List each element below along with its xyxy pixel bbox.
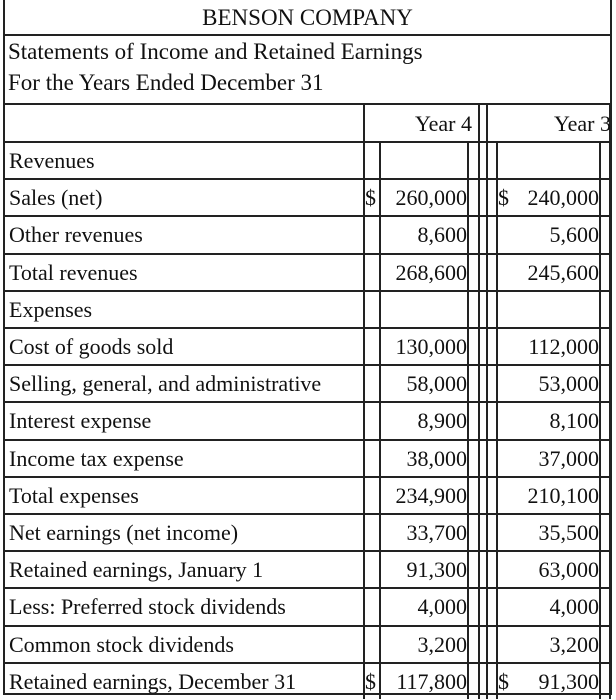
value-year-3: 53,000	[538, 371, 599, 396]
value-year-3: 35,500	[538, 520, 599, 545]
row-label: Selling, general, and administrative	[9, 371, 322, 396]
column-header-year-4: Year 4	[414, 111, 472, 136]
value-year-3: 3,200	[549, 632, 599, 657]
row-label: Less: Preferred stock dividends	[9, 594, 286, 619]
statement-title: Statements of Income and Retained Earnings	[8, 39, 423, 64]
company-title: BENSON COMPANY	[3, 0, 612, 36]
row-label: Common stock dividends	[9, 632, 234, 657]
value-year-4: 117,800	[396, 669, 467, 694]
value-year-4: 38,000	[406, 446, 467, 471]
column-rule	[609, 103, 611, 699]
row-label: Other revenues	[9, 222, 143, 247]
row-label: Net earnings (net income)	[9, 520, 239, 545]
value-year-4: 3,200	[417, 632, 467, 657]
value-year-3: 63,000	[538, 557, 599, 582]
row-label: Expenses	[9, 297, 93, 322]
statement-heading	[8, 36, 568, 98]
row-label: Total expenses	[9, 483, 139, 508]
row-label: Total revenues	[9, 260, 138, 285]
value-year-4: 58,000	[406, 371, 467, 396]
value-year-4: 260,000	[395, 185, 467, 210]
value-year-4: 234,900	[395, 483, 467, 508]
column-rule	[379, 141, 381, 699]
value-year-4: 8,600	[417, 222, 467, 247]
value-year-4: 130,000	[395, 334, 467, 359]
row-label: Revenues	[9, 148, 95, 173]
value-year-3: 210,100	[527, 483, 599, 508]
row-label: Income tax expense	[9, 446, 184, 471]
row-label: Retained earnings, January 1	[9, 557, 264, 582]
value-year-4: 8,900	[417, 408, 467, 433]
value-year-4: 91,300	[406, 557, 467, 582]
value-year-4: 33,700	[406, 520, 467, 545]
row-label: Interest expense	[9, 408, 152, 433]
dollar-sign: $	[498, 669, 509, 694]
value-year-3: 8,100	[549, 408, 599, 433]
value-year-4: 268,600	[395, 260, 467, 285]
row-label: Retained earnings, December 31	[9, 669, 297, 694]
column-rule	[496, 141, 498, 699]
column-header-year-3: Year 3	[553, 111, 611, 136]
value-year-3: 37,000	[538, 446, 599, 471]
column-rule	[478, 103, 480, 699]
row-label: Sales (net)	[9, 185, 103, 210]
value-year-4: 4,000	[417, 594, 467, 619]
column-rule	[486, 103, 488, 699]
column-rule	[467, 141, 469, 699]
row-label: Cost of goods sold	[9, 334, 174, 359]
value-year-3: 5,600	[549, 222, 599, 247]
dollar-sign: $	[365, 185, 376, 210]
value-year-3: 112,000	[528, 334, 599, 359]
value-year-3: 91,300	[538, 669, 599, 694]
value-year-3: 4,000	[549, 594, 599, 619]
dollar-sign: $	[498, 185, 509, 210]
dollar-sign: $	[365, 669, 376, 694]
value-year-3: 240,000	[527, 185, 599, 210]
statement-period: For the Years Ended December 31	[8, 70, 324, 95]
value-year-3: 245,600	[527, 260, 599, 285]
column-rule	[599, 141, 601, 699]
